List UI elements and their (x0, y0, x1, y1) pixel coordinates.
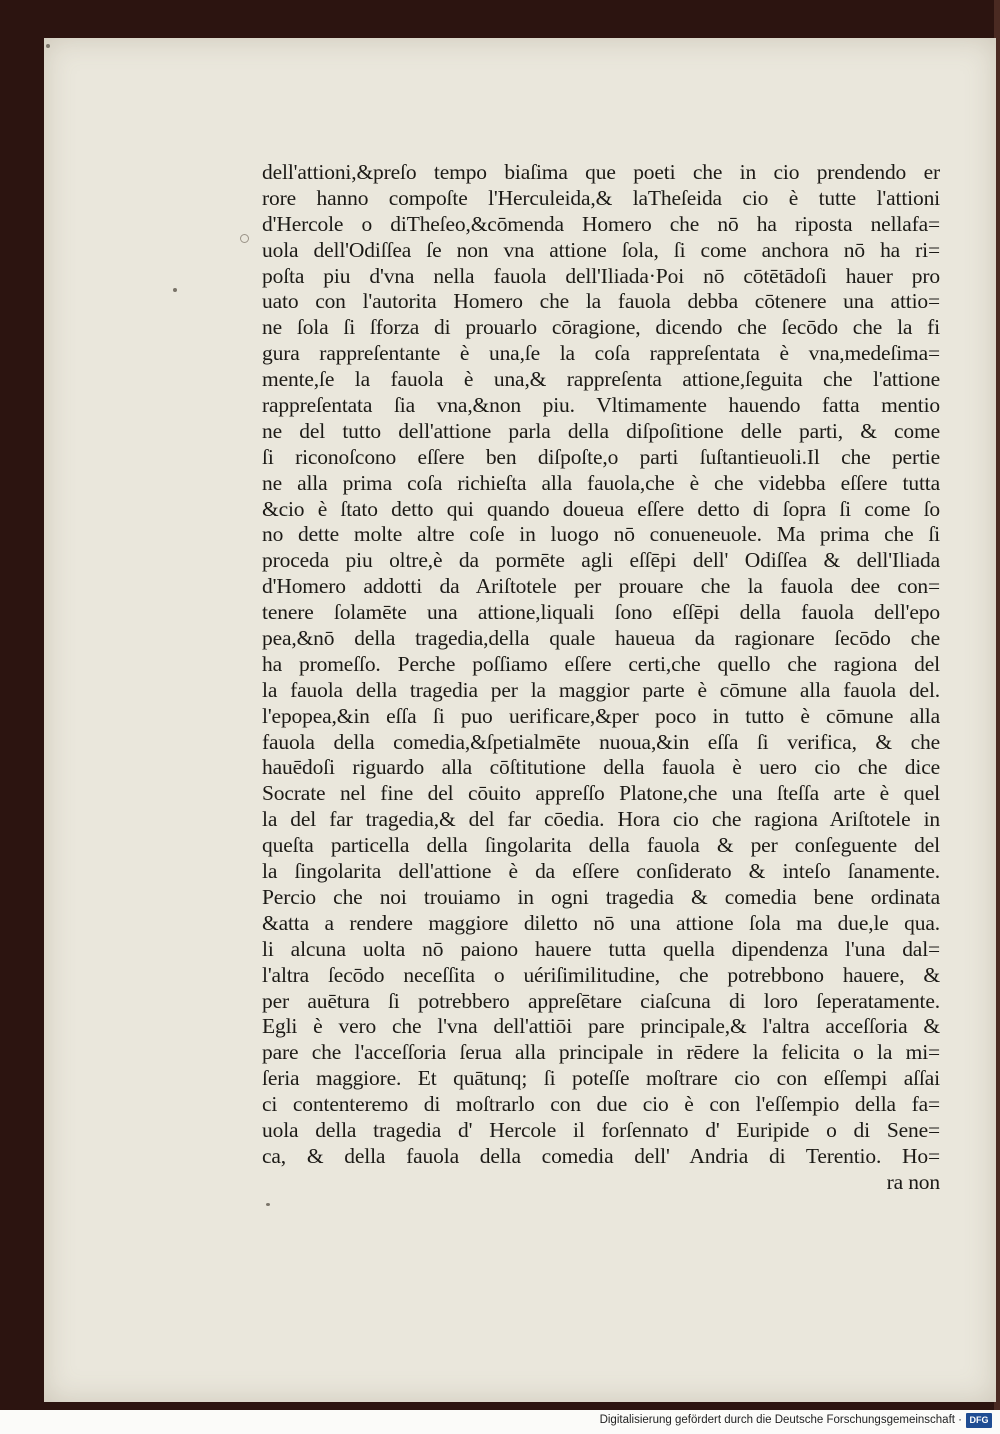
text-line: ne del tutto dell'attione parla della diſpoſitione delle parti, & come (262, 418, 940, 443)
text-line: poſta piu d'vna nella fauola dell'Iliada·Poi nō cōtētādoſi hauer pro (262, 263, 940, 288)
text-line: ſeria maggiore. Et quātunq; ſi poteſſe moſtrare cio con eſſempi aſſai (262, 1066, 940, 1091)
text-line: Socrate nel fine del cōuito appreſſo Platone,che una ſteſſa arte è quel (262, 781, 940, 806)
catchword: ra non (886, 1169, 940, 1194)
text-line: dell'attioni,&preſo tempo biaſima que poeti che in cio prendendo er (262, 160, 940, 184)
text-line: li alcuna uolta nō paiono hauere tutta quella dipendenza l'una dal= (262, 936, 940, 961)
text-line: proceda piu oltre,è da pormēte agli eſſēpi dell' Odiſſea & dell'Iliada (262, 548, 940, 573)
text-line: d'Homero addotti da Ariſtotele per prouare che la fauola dee con= (262, 574, 940, 599)
text-line: uola della tragedia d' Hercole il forſennato d' Euripide o di Sene= (262, 1117, 940, 1142)
text-line: &cio è ſtato detto qui quando doueua eſſere detto di ſopra ſi come ſo (262, 496, 940, 521)
text-line: uola dell'Odiſſea ſe non vna attione ſola, ſi come anchora nō ha ri= (262, 237, 940, 262)
text-line: Percio che noi trouiamo in ogni tragedia & comedia bene ordinata (262, 884, 940, 909)
paper-speck (46, 44, 50, 48)
text-line: ne alla prima coſa richieſta alla fauola,che è che videbba eſſere tutta (262, 470, 940, 495)
paper-speck (240, 234, 249, 243)
text-line: pea,&nō della tragedia,della quale haueua da ragionare ſecōdo che (262, 626, 940, 651)
text-line: fauola della comedia,&ſpetialmēte nuoua,&in eſſa ſi verifica, & che (262, 729, 940, 754)
paper-speck (173, 288, 177, 292)
text-line: rappreſentata ſia vna,&non piu. Vltimamente hauendo fatta mentio (262, 393, 940, 418)
text-line: ne ſola ſi ſforza di prouarlo cōragione, dicendo che ſecōdo che la fi (262, 315, 940, 340)
text-line: ci contenteremo di moſtrarlo con due cio è con l'eſſempio della fa= (262, 1092, 940, 1117)
text-line: l'altra ſecōdo neceſſita o uériſimilitudine, che potrebbono hauere, & (262, 962, 940, 987)
text-line: pare che l'acceſſoria ſerua alla principale in rēdere la felicita o la mi= (262, 1040, 940, 1065)
text-line: l'epopea,&in eſſa ſi puo uerificare,&per poco in tutto è cōmune alla (262, 703, 940, 728)
paper-speck (266, 1203, 270, 1206)
footer-bar (0, 1410, 1000, 1434)
text-line: no dette molte altre coſe in luogo nō conueneuole. Ma prima che ſi (262, 522, 940, 547)
text-line: Egli è vero che l'vna dell'attiōi pare principale,& l'altra acceſſoria & (262, 1014, 940, 1039)
dfg-logo[interactable]: DFG (966, 1413, 992, 1428)
text-line: rore hanno compoſte l'Herculeida,& laTheſeida cio è tutte l'attioni (262, 185, 940, 210)
text-line: d'Hercole o diTheſeo,&cōmenda Homero che nō ha riposta nellafa= (262, 211, 940, 236)
text-line: ſi riconoſcono eſſere ben diſpoſte,o parti ſuſtantieuoli.Il che pertie (262, 444, 940, 469)
text-line: gura rappreſentante è una,ſe la coſa rappreſentata è vna,medeſima= (262, 341, 940, 366)
funding-credit: Digitalisierung gefördert durch die Deutsche Forschungsgemeinschaft · (599, 1414, 962, 1426)
text-line: queſta particella della ſingolarita della fauola & per conſeguente del (262, 833, 940, 858)
text-line: mente,ſe la fauola è una,& rappreſenta attione,ſeguita che l'attione (262, 367, 940, 392)
text-line: la ſingolarita dell'attione è da eſſere conſiderato & inteſo ſanamente. (262, 859, 940, 884)
text-line: ha promeſſo. Perche poſſiamo eſſere certi,che quello che ragiona del (262, 651, 940, 676)
page-text (262, 160, 940, 1196)
text-line: uato con l'autorita Homero che la fauola debba cōtenere una attio= (262, 289, 940, 314)
text-line: per auētura ſi potrebbero appreſētare ciaſcuna di loro ſeperatamente. (262, 988, 940, 1013)
text-line: hauēdoſi riguardo alla cōſtitutione della fauola è uero cio che dice (262, 755, 940, 780)
text-line: la del far tragedia,& del far cōedia. Hora cio che ragiona Ariſtotele in (262, 807, 940, 832)
text-line: tenere ſolamēte una attione,liquali ſono eſſēpi della fauola dell'epo (262, 600, 940, 625)
text-line: &atta a rendere maggiore diletto nō una attione ſola ma due,le qua. (262, 910, 940, 935)
text-line: ca, & della fauola della comedia dell' Andria di Terentio. Ho= (262, 1143, 940, 1168)
text-line: la fauola della tragedia per la maggior parte è cōmune alla fauola del. (262, 677, 940, 702)
